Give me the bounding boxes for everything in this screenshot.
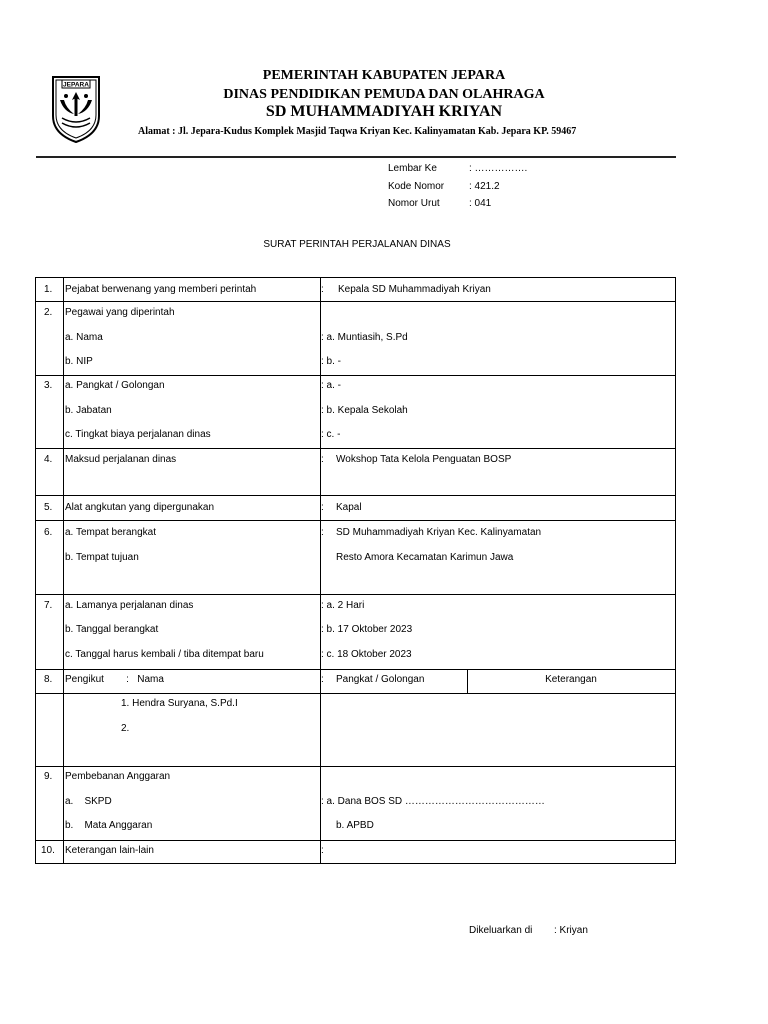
row-label: Keterangan lain-lain: [65, 845, 154, 856]
row-value: : c. -: [321, 429, 341, 440]
row-value: Kapal: [336, 502, 362, 513]
header-department: DINAS PENDIDIKAN PEMUDA DAN OLAHRAGA: [223, 87, 545, 102]
row-sub-label: b. Tempat tujuan: [65, 552, 139, 563]
row-value: SD Muhammadiyah Kriyan Kec. Kalinyamatan: [336, 527, 542, 538]
row-sub-label: a. Tempat berangkat: [65, 527, 156, 538]
row-label: Alat angkutan yang dipergunakan: [65, 502, 215, 513]
row-number: 5.: [44, 502, 53, 513]
row-number: 8.: [44, 674, 53, 685]
follower-name: 2.: [121, 723, 130, 734]
row-sub-label: b. NIP: [65, 356, 93, 367]
meta-code-value: : 421.2: [469, 181, 500, 192]
row-label: Maksud perjalanan dinas: [65, 454, 177, 465]
row-value: : a. Dana BOS SD ……………………………………: [321, 796, 545, 807]
header-government: PEMERINTAH KABUPATEN JEPARA: [262, 68, 506, 83]
row-value: Kepala SD Muhammadiyah Kriyan: [338, 284, 491, 295]
row-colon: :: [321, 454, 324, 465]
table-row-divider: [35, 693, 676, 694]
row-value: : a. Muntiasih, S.Pd: [321, 332, 408, 343]
followers-rank-header: Pangkat / Golongan: [336, 674, 425, 685]
header-divider: [36, 156, 676, 158]
row-number: 2.: [44, 307, 53, 318]
row-sub-label: b. Mata Anggaran: [65, 820, 153, 831]
row-value: b. APBD: [336, 820, 374, 831]
row-value: : a. 2 Hari: [321, 600, 365, 611]
row-number: 4.: [44, 454, 53, 465]
meta-number-label: Nomor Urut: [388, 198, 440, 209]
row-sub-label: a. SKPD: [65, 796, 112, 807]
row-label: Pembebanan Anggaran: [65, 771, 171, 782]
row-sub-label: a. Nama: [65, 332, 103, 343]
table-row-divider: [35, 495, 676, 496]
follower-name: 1. Hendra Suryana, S.Pd.I: [121, 698, 238, 709]
table-border-left: [35, 277, 36, 863]
row-label: Pejabat berwenang yang memberi perintah: [65, 284, 257, 295]
row-sub-label: b. Jabatan: [65, 405, 112, 416]
row-sub-label: b. Tanggal berangkat: [65, 624, 159, 635]
row-value: Wokshop Tata Kelola Penguatan BOSP: [336, 454, 512, 465]
row-colon: :: [321, 284, 324, 295]
table-row-divider: [35, 520, 676, 521]
row-value: : a. -: [321, 380, 342, 391]
row-value: : b. -: [321, 356, 342, 367]
row-sub-label: c. Tingkat biaya perjalanan dinas: [65, 429, 211, 440]
row-value: : b. Kepala Sekolah: [321, 405, 408, 416]
row-sub-label: c. Tanggal harus kembali / tiba ditempat baru: [65, 649, 264, 660]
row-sub-label: a. Lamanya perjalanan dinas: [65, 600, 194, 611]
table-row-divider: [35, 594, 676, 595]
header-address: Alamat : Jl. Jepara-Kudus Komplek Masjid Taqwa Kriyan Kec. Kalinyamatan Kab. Jepara KP. 59467: [138, 126, 577, 137]
row-label: Pengikut : Nama: [65, 674, 164, 685]
meta-code-label: Kode Nomor: [388, 181, 445, 192]
row-label: Pegawai yang diperintah: [65, 307, 175, 318]
row-colon: :: [321, 527, 324, 538]
meta-sheet-value: : …………….: [469, 163, 528, 174]
row-number: 3.: [44, 380, 53, 391]
table-border-bottom: [35, 863, 676, 864]
row-colon: :: [321, 502, 324, 513]
row-number: 9.: [44, 771, 53, 782]
table-row-divider: [35, 375, 676, 376]
row-value: : b. 17 Oktober 2023: [321, 624, 413, 635]
row-value: Resto Amora Kecamatan Karimun Jawa: [336, 552, 514, 563]
table-col-divider-num: [63, 277, 64, 863]
table-row-divider: [35, 766, 676, 767]
issued-at-label: Dikeluarkan di: [469, 925, 533, 936]
issued-at-value: : Kriyan: [554, 925, 588, 936]
table-row-divider: [35, 840, 676, 841]
table-row-divider: [35, 669, 676, 670]
row-number: 10.: [41, 845, 55, 856]
row-number: 6.: [44, 527, 53, 538]
header-school: SD MUHAMMADIYAH KRIYAN: [265, 103, 503, 120]
row-colon: :: [321, 845, 324, 856]
row-number: 7.: [44, 600, 53, 611]
meta-number-value: : 041: [469, 198, 492, 209]
table-row-divider: [35, 448, 676, 449]
table-border-right: [675, 277, 676, 863]
row-colon: :: [321, 674, 324, 685]
table-border-top: [35, 277, 676, 278]
row-number: 1.: [44, 284, 53, 295]
row-value: : c. 18 Oktober 2023: [321, 649, 412, 660]
table-row-divider: [35, 301, 676, 302]
followers-notes-header: Keterangan: [545, 674, 597, 685]
svg-text:JEPARA: JEPARA: [63, 81, 89, 89]
document-title: SURAT PERINTAH PERJALANAN DINAS: [263, 239, 451, 250]
row-sub-label: a. Pangkat / Golongan: [65, 380, 165, 391]
meta-sheet-label: Lembar Ke: [388, 163, 437, 174]
